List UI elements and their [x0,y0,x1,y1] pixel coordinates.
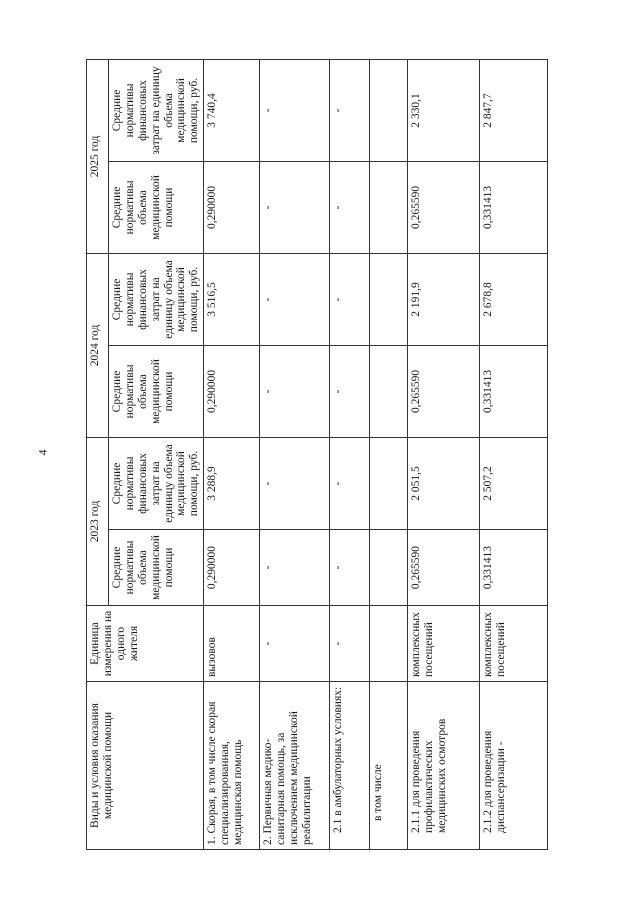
cell-value: 2 191,9 [408,253,480,345]
cell-value: 2 330,1 [408,59,480,161]
header-unit: Единица измерения на одного жителя [87,606,204,682]
row-unit: комплексных посещений [480,606,548,682]
table-row [370,59,408,849]
header-year-2024: 2024 год [87,253,109,437]
row-name: в том числе [370,682,408,850]
cell-value: 2 507,2 [480,437,548,529]
cell-value: - [330,253,370,345]
cell-value [370,161,408,253]
cell-value: - [330,530,370,606]
table-row [330,59,370,849]
cell-value [370,59,408,161]
row-unit [370,606,408,682]
subheader-volume: Средние нормативы объема медицинской помощи [109,530,204,606]
cell-value: 3 516,5 [204,253,260,345]
subheader-cost: Средние нормативы финансовых затрат на единицу объема медицинской помощи, руб. [109,59,204,161]
cell-value: - [330,437,370,529]
cell-value: - [330,161,370,253]
cell-value: 2 847,7 [480,59,548,161]
cell-value: - [260,161,330,253]
cell-value: - [260,437,330,529]
row-unit: вызовов [204,606,260,682]
cell-value: - [260,253,330,345]
cell-value [370,530,408,606]
cell-value: - [260,59,330,161]
row-unit: комплексных посещений [408,606,480,682]
page-number: 4 [35,449,50,456]
cell-value: - [330,59,370,161]
cell-value: 2 051,5 [408,437,480,529]
cell-value [370,437,408,529]
cell-value: - [330,345,370,437]
row-unit: - [260,606,330,682]
cell-value: 0,290000 [204,530,260,606]
cell-value: 0,290000 [204,161,260,253]
row-unit: - [330,606,370,682]
cell-value: 3 740,4 [204,59,260,161]
header-year-2023: 2023 год [87,437,109,605]
cell-value: 3 288,9 [204,437,260,529]
header-year-2025: 2025 год [87,59,109,253]
row-name: 2. Первичная медико-санитарная помощь, за исключением медицинской реабилитации [260,682,330,850]
cell-value: - [260,530,330,606]
cell-value [370,253,408,345]
subheader-cost: Средние нормативы финансовых затрат на единицу объема медицинской помощи, руб. [109,437,204,529]
row-name: 2.1.2 для проведения диспансеризации - [480,682,548,850]
cell-value [370,345,408,437]
header-types: Виды и условия оказания медицинской помощи [87,682,204,850]
row-name: 2.1.1 для проведения профилактических медицинских осмотров [408,682,480,850]
cell-value: 0,331413 [480,161,548,253]
cell-value: 0,265590 [408,161,480,253]
rotated-table-container [86,60,540,850]
cell-value: - [260,345,330,437]
table-row [260,59,330,849]
subheader-volume: Средние нормативы объема медицинской помощи [109,161,204,253]
cell-value: 0,265590 [408,345,480,437]
subheader-cost: Средние нормативы финансовых затрат на единицу объема медицинской помощи, руб. [109,253,204,345]
subheader-volume: Средние нормативы объема медицинской помощи [109,345,204,437]
cell-value: 0,265590 [408,530,480,606]
cell-value: 0,331413 [480,530,548,606]
table-row [408,59,480,849]
cell-value: 2 678,8 [480,253,548,345]
row-name: 1. Скорая, в том числе скорая специализированная, медицинская помощь [204,682,260,850]
cell-value: 0,290000 [204,345,260,437]
cell-value: 0,331413 [480,345,548,437]
table-row [204,59,260,849]
medical-care-norms-table [86,59,548,850]
table-row [480,59,548,849]
row-name: 2.1 в амбулаторных условиях: [330,682,370,850]
